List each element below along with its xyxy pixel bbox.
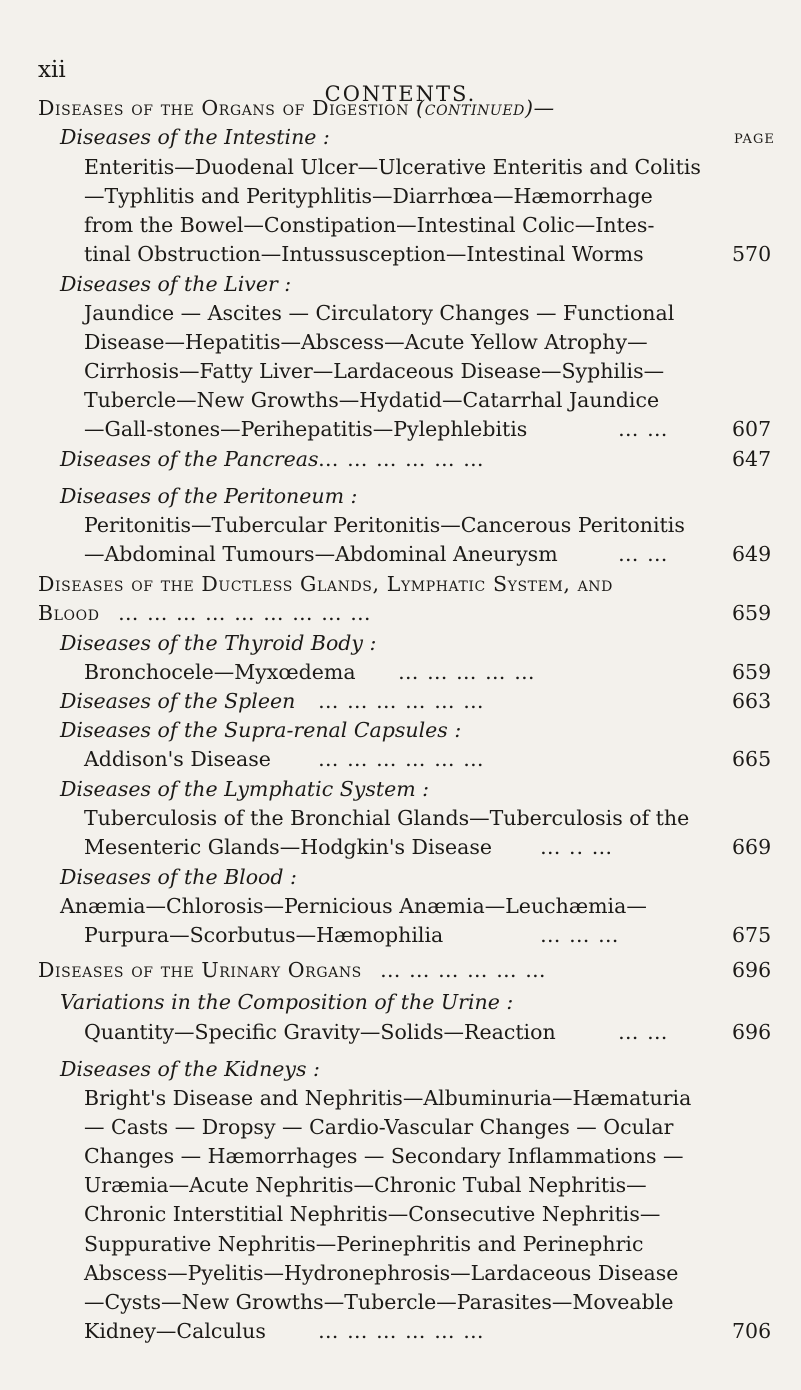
entry-line: tinal Obstruction—Intussusception—Intestinal Worms 570 — [0, 238, 801, 271]
subheading-liver: Diseases of the Liver : — [60, 272, 292, 296]
page-ref: 669 — [732, 835, 772, 859]
entry-line: —Gall-stones—Perihepatitis—Pylephlebitis … … 607 — [0, 413, 801, 446]
entry-line: from the Bowel—Constipation—Intestinal Colic—Intes- — [84, 213, 655, 237]
entry-line: Changes — Hæmorrhages — Secondary Inflammations — — [84, 1144, 684, 1168]
running-head: CONTENTS. — [324, 82, 477, 106]
section-heading-urinary: Diseases of the Urinary Organs … … … … … … 696 — [0, 954, 801, 987]
page-ref: 696 — [732, 958, 772, 982]
page-ref: 649 — [732, 542, 772, 566]
entry-line: Purpura—Scorbutus—Hæmophilia … … … 675 — [0, 919, 801, 952]
entry-line: —Cysts—New Growths—Tubercle—Parasites—Moveable — [84, 1290, 674, 1314]
subheading-suprarenal: Diseases of the Supra-renal Capsules : — [60, 718, 462, 742]
page-ref: 647 — [732, 447, 772, 471]
page-ref: 675 — [732, 923, 772, 947]
page-ref: 663 — [732, 689, 772, 713]
entry-line: Quantity—Specific Gravity—Solids—Reaction … … 696 — [0, 1016, 801, 1049]
entry-line: Kidney—Calculus … … … … … … 706 — [0, 1315, 801, 1348]
entry-line: Bright's Disease and Nephritis—Albuminuria—Hæmaturia — [84, 1086, 692, 1110]
section-heading-ductless: Diseases of the Ductless Glands, Lymphatic System, and — [38, 572, 613, 596]
section-heading-blood: Blood … … … … … … … … … 659 — [0, 597, 801, 630]
subheading-lymphatic: Diseases of the Lymphatic System : — [60, 777, 430, 801]
entry-line: Tubercle—New Growths—Hydatid—Catarrhal Jaundice — [84, 388, 660, 412]
subheading-kidneys: Diseases of the Kidneys : — [60, 1057, 320, 1081]
subheading-thyroid: Diseases of the Thyroid Body : — [60, 631, 377, 655]
page-ref: 607 — [732, 417, 772, 441]
entry-line: Disease—Hepatitis—Abscess—Acute Yellow Atrophy— — [84, 330, 648, 354]
subheading-pancreas: Diseases of the Pancreas … … … … … … 647 — [0, 443, 801, 476]
page-ref: 570 — [732, 242, 772, 266]
entry-line: Bronchocele—Myxœdema … … … … … 659 — [0, 656, 801, 689]
page-column-label: PAGE — [734, 132, 775, 147]
entry-line: Addison's Disease … … … … … … 665 — [0, 743, 801, 776]
entry-line: Anæmia—Chlorosis—Pernicious Anæmia—Leuchæmia— — [60, 894, 647, 918]
entry-line: Suppurative Nephritis—Perinephritis and Perinephric — [84, 1232, 644, 1256]
entry-line: Cirrhosis—Fatty Liver—Lardaceous Disease—Syphilis— — [84, 359, 665, 383]
subheading-blood: Diseases of the Blood : — [60, 865, 297, 889]
entry-line: Uræmia—Acute Nephritis—Chronic Tubal Nephritis— — [84, 1173, 647, 1197]
entry-line: Tuberculosis of the Bronchial Glands—Tuberculosis of the — [84, 806, 690, 830]
entry-line: —Typhlitis and Perityphlitis—Diarrhœa—Hæmorrhage — [84, 184, 653, 208]
subheading-urine: Variations in the Composition of the Urine : — [60, 990, 514, 1014]
page-ref: 696 — [732, 1020, 772, 1044]
entry-line: Chronic Interstitial Nephritis—Consecutive Nephritis— — [84, 1202, 661, 1226]
entry-line: Mesenteric Glands—Hodgkin's Disease … .. … 669 — [0, 831, 801, 864]
entry-line: —Abdominal Tumours—Abdominal Aneurysm … … 649 — [0, 538, 801, 571]
page-ref: 659 — [732, 601, 772, 625]
subheading-intestine: Diseases of the Intestine : — [60, 125, 330, 149]
entry-line: Peritonitis—Tubercular Peritonitis—Cancerous Peritonitis — [84, 513, 685, 537]
entry-line: — Casts — Dropsy — Cardio-Vascular Changes — Ocular — [84, 1115, 674, 1139]
page-ref: 706 — [732, 1319, 772, 1343]
entry-line: Jaundice — Ascites — Circulatory Changes — Functional — [84, 301, 675, 325]
subheading-peritoneum: Diseases of the Peritoneum : — [60, 484, 358, 508]
page-ref: 659 — [732, 660, 772, 684]
entry-line: Enteritis—Duodenal Ulcer—Ulcerative Enteritis and Colitis — [84, 155, 701, 179]
subheading-spleen: Diseases of the Spleen … … … … … … 663 — [0, 685, 801, 718]
page-ref: 665 — [732, 747, 772, 771]
entry-line: Abscess—Pyelitis—Hydronephrosis—Lardaceous Disease — [84, 1261, 679, 1285]
section-heading-digestion: Diseases of the Organs of Digestion (continued)— — [38, 96, 555, 120]
page-number: xii — [38, 57, 66, 83]
